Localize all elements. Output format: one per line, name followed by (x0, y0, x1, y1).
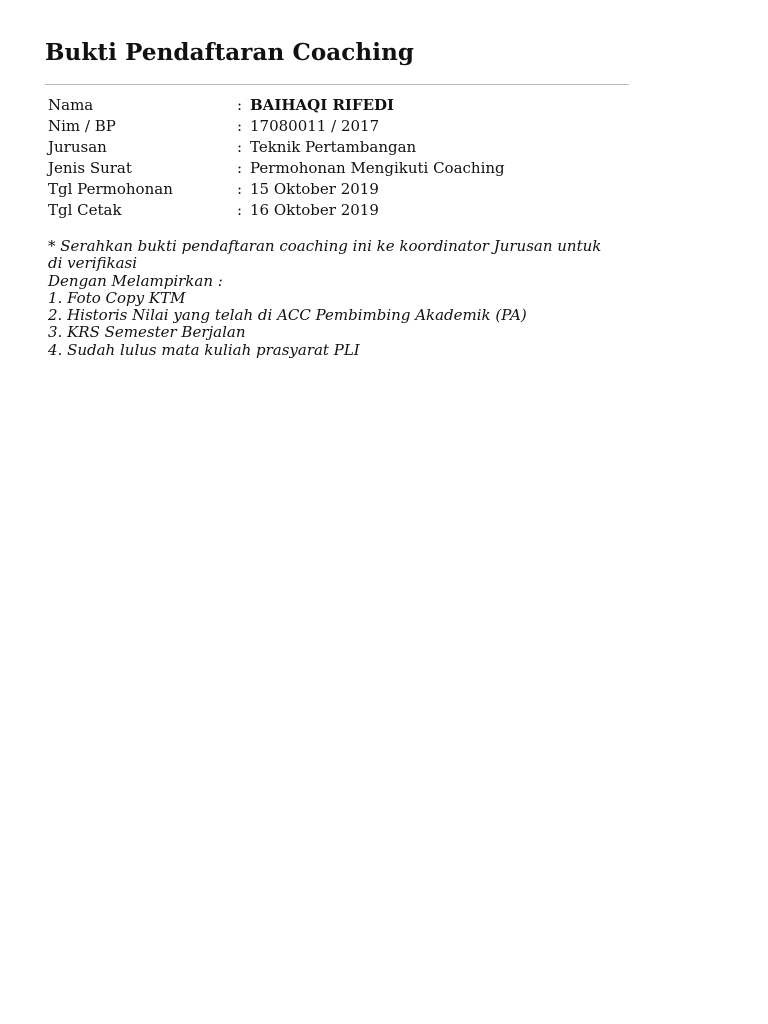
info-value-tgl-permohonan: 15 Oktober 2019 (250, 180, 379, 198)
notes-section (45, 238, 608, 359)
info-label: Nama (48, 96, 94, 114)
info-label: Nim / BP (48, 117, 116, 135)
info-colon: : (237, 180, 243, 198)
info-value-jenis-surat: Permohonan Mengikuti Coaching (250, 159, 505, 177)
info-row-tgl-cetak (45, 200, 505, 221)
page-title: Bukti Pendaftaran Coaching (45, 39, 415, 66)
info-label: Tgl Cetak (48, 201, 122, 219)
notes-instruction: * Serahkan bukti pendaftaran coaching ini ke koordinator Jurusan untuk di verifikasi (48, 237, 602, 273)
info-value-name: BAIHAQI RIFEDI (250, 96, 395, 114)
info-colon: : (237, 117, 243, 135)
info-row-jenis-surat (45, 158, 505, 179)
info-value-nim: 17080011 / 2017 (250, 117, 380, 135)
info-row-jurusan (45, 137, 505, 158)
info-colon: : (237, 138, 243, 156)
info-row-nim (45, 116, 505, 137)
attachment-item: 1. Foto Copy KTM (48, 288, 186, 307)
info-colon: : (237, 159, 243, 177)
info-colon: : (237, 201, 243, 219)
document-page (45, 36, 629, 359)
notes-attachments-heading: Dengan Melampirkan : (48, 271, 223, 290)
registration-info-table (45, 95, 505, 221)
attachment-item: 2. Historis Nilai yang telah di ACC Pembimbing Akademik (PA) (48, 306, 527, 325)
info-label: Jurusan (48, 138, 107, 156)
info-label: Tgl Permohonan (48, 180, 173, 198)
info-row-tgl-permohonan (45, 179, 505, 200)
info-row-nama (45, 95, 505, 116)
info-value-jurusan: Teknik Pertambangan (250, 138, 417, 156)
info-label: Jenis Surat (48, 159, 132, 177)
info-value-tgl-cetak: 16 Oktober 2019 (250, 201, 379, 219)
attachment-item: 4. Sudah lulus mata kuliah prasyarat PLI (48, 340, 360, 359)
info-colon: : (237, 96, 243, 114)
title-divider (45, 84, 629, 85)
attachment-item: 3. KRS Semester Berjalan (48, 323, 246, 342)
